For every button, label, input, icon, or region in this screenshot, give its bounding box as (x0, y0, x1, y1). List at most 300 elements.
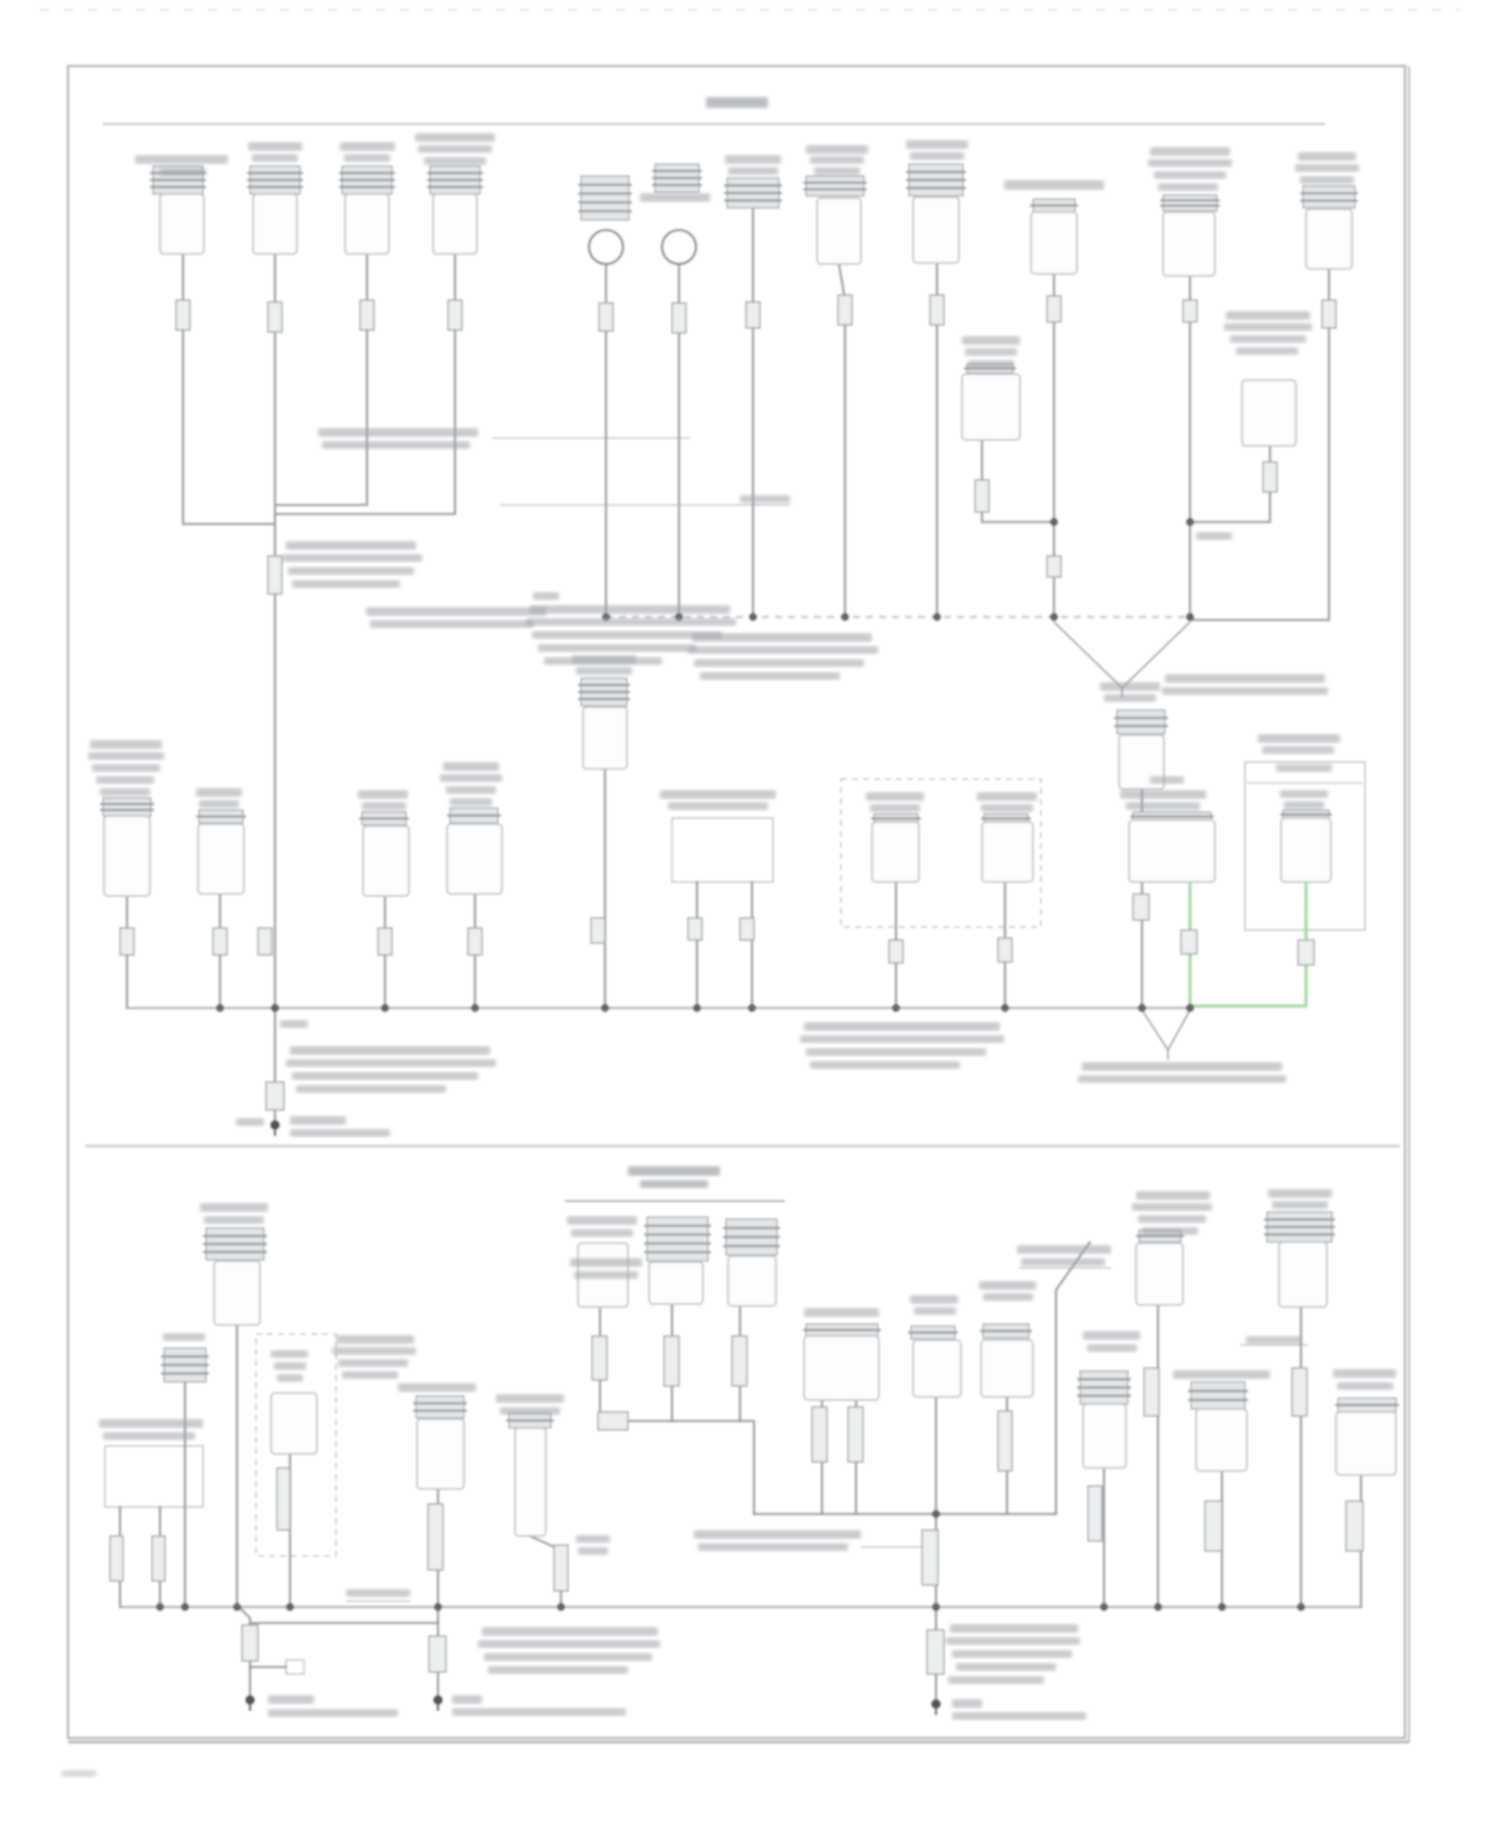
label-text-blurred (88, 752, 164, 760)
label-text-blurred (1158, 183, 1218, 191)
label-text-blurred (415, 133, 495, 142)
connector-stack-icon (447, 808, 501, 823)
label-text-blurred (358, 790, 408, 799)
label-text-blurred (1246, 1336, 1302, 1344)
inline-connector (672, 303, 686, 333)
junction-dot (1186, 613, 1194, 621)
label-text-blurred (810, 1061, 960, 1069)
inline-connector (1298, 940, 1314, 965)
label-text-blurred (1236, 347, 1298, 355)
label-text-blurred (576, 1535, 610, 1543)
ring-terminal-icon (589, 230, 623, 264)
label-text-blurred (694, 1530, 861, 1539)
inline-connector (360, 300, 374, 330)
label-text-blurred (500, 1407, 560, 1415)
label-text-blurred (962, 336, 1020, 345)
connector-stack-icon (1300, 186, 1358, 208)
label-text-blurred (660, 790, 776, 799)
label-text-blurred (956, 1663, 1056, 1671)
inline-connector (1088, 1486, 1102, 1541)
label-text-blurred (288, 567, 414, 575)
connector-stack-icon (339, 166, 395, 194)
label-text-blurred (968, 360, 1014, 368)
label-text-blurred (1004, 180, 1104, 190)
junction-dot (1218, 1603, 1226, 1611)
connector-body (728, 1256, 776, 1306)
label-text-blurred (979, 1281, 1036, 1290)
label-text-blurred (983, 1293, 1033, 1301)
connector-body (271, 1393, 317, 1454)
label-text-blurred (870, 804, 920, 812)
label-text-blurred (814, 167, 860, 175)
label-text-blurred (292, 1072, 478, 1080)
connector-body (1281, 818, 1331, 882)
connector-body (198, 824, 244, 894)
connector-stack-icon (247, 166, 303, 194)
label-text-blurred (103, 1432, 195, 1440)
inline-connector (848, 1407, 863, 1462)
junction-dot (932, 1603, 940, 1611)
label-text-blurred (1226, 311, 1310, 320)
label-text-blurred (806, 1048, 986, 1056)
label-text-blurred (478, 1640, 660, 1648)
junction-dot (1186, 518, 1194, 526)
label-text-blurred (292, 580, 400, 588)
label-text-blurred (810, 156, 864, 164)
label-text-blurred (200, 1203, 268, 1212)
connector-stack-icon (1160, 195, 1220, 211)
connector-body (1306, 209, 1352, 269)
inline-connector (599, 303, 613, 331)
label-text-blurred (268, 1709, 398, 1717)
label-text-blurred (1262, 746, 1334, 754)
connector-stack-icon (100, 798, 154, 816)
inline-connector (732, 1336, 747, 1386)
connector-body (104, 816, 150, 896)
label-text-blurred (952, 1699, 982, 1708)
label-text-blurred (1078, 1075, 1286, 1083)
connector-body (345, 194, 389, 254)
connector-body (913, 1340, 961, 1397)
label-text-blurred (199, 800, 239, 808)
page-title-blurred (706, 97, 768, 108)
inline-connector (746, 302, 760, 328)
junction-dot (286, 1603, 294, 1611)
inline-connector (448, 300, 462, 330)
junction-dot (471, 1004, 479, 1012)
label-text-blurred (1150, 147, 1230, 156)
section-header-blurred (640, 1180, 708, 1188)
label-text-blurred (952, 1650, 1072, 1658)
label-text-blurred (1272, 1201, 1328, 1209)
inline-connector (176, 300, 190, 330)
label-text-blurred (1196, 532, 1232, 540)
label-text-blurred (1337, 1382, 1393, 1390)
label-text-blurred (424, 157, 486, 165)
inline-connector (242, 1625, 258, 1661)
label-text-blurred (952, 1712, 1086, 1720)
junction-dot (1154, 1603, 1162, 1611)
junction-dot (932, 1510, 940, 1518)
label-text-blurred (160, 168, 206, 176)
label-text-blurred (1258, 734, 1340, 743)
inline-connector (1292, 1368, 1307, 1416)
label-text-blurred (950, 1624, 1078, 1633)
label-text-blurred (906, 140, 968, 149)
label-text-blurred (806, 145, 868, 154)
connector-stack-icon (724, 178, 782, 208)
label-text-blurred (574, 1271, 638, 1279)
label-text-blurred (567, 1216, 637, 1225)
label-text-blurred (1230, 335, 1306, 343)
label-text-blurred (332, 1347, 416, 1355)
junction-dot (841, 613, 849, 621)
label-text-blurred (362, 802, 406, 810)
ring-terminal-icon (662, 230, 696, 264)
label-text-blurred (576, 667, 632, 675)
connector-stack-icon (723, 1219, 780, 1255)
label-text-blurred (570, 1258, 642, 1267)
section-header-blurred (628, 1166, 720, 1176)
junction-dot (748, 1004, 756, 1012)
label-text-blurred (452, 1708, 626, 1716)
inline-connector (740, 918, 754, 940)
connector-body (981, 1340, 1033, 1397)
label-text-blurred (274, 1362, 306, 1370)
inline-connector (812, 1407, 827, 1462)
inline-connector (268, 302, 282, 332)
label-text-blurred (640, 193, 710, 202)
inline-connector (429, 1636, 446, 1672)
inline-connector (1047, 296, 1061, 322)
inline-connector (838, 295, 852, 325)
label-text-blurred (268, 1695, 314, 1704)
label-text-blurred (1162, 687, 1328, 695)
label-text-blurred (698, 1543, 848, 1551)
connector-body (433, 194, 477, 254)
label-text-blurred (914, 1307, 956, 1315)
label-text-blurred (446, 786, 496, 794)
inline-connector (930, 295, 944, 325)
inline-connector (554, 1545, 568, 1591)
label-text-blurred (946, 1637, 1080, 1645)
label-text-blurred (1224, 323, 1312, 331)
label-text-blurred (977, 792, 1037, 801)
connector-stack-icon (427, 166, 483, 194)
junction-dot (216, 1004, 224, 1012)
connector-body (1129, 820, 1215, 882)
junction-dot (156, 1603, 164, 1611)
connector-body (962, 374, 1020, 440)
label-text-blurred (100, 788, 150, 796)
label-text-blurred (344, 154, 390, 162)
label-text-blurred (526, 618, 736, 626)
label-text-blurred (800, 1035, 1004, 1043)
junction-dot (933, 613, 941, 621)
connector-body (160, 194, 204, 254)
label-text-blurred (688, 646, 878, 654)
inline-connector (428, 1504, 443, 1570)
label-text-blurred (286, 1059, 496, 1067)
inline-connector (998, 938, 1012, 962)
label-text-blurred (981, 804, 1033, 812)
label-text-blurred (1120, 790, 1206, 799)
label-text-blurred (1142, 1227, 1198, 1235)
inline-connector (598, 1412, 628, 1430)
inline-connector (1133, 894, 1149, 920)
connector-body (1196, 1409, 1247, 1471)
junction-dot (1001, 1004, 1009, 1012)
connector-stack-icon (578, 678, 630, 706)
label-text-blurred (728, 167, 778, 175)
junction-dot (233, 1603, 241, 1611)
label-text-blurred (1298, 152, 1356, 161)
inline-connector (277, 1468, 290, 1530)
label-text-blurred (1333, 1369, 1396, 1378)
inline-connector (1183, 300, 1197, 322)
label-text-blurred (346, 1589, 410, 1597)
label-text-blurred (322, 441, 470, 449)
inline-connector (213, 928, 227, 955)
label-text-blurred (910, 1295, 958, 1304)
connector-body (649, 1262, 703, 1304)
label-text-blurred (204, 1216, 264, 1224)
connector-body (804, 1336, 879, 1400)
inline-connector (1322, 300, 1336, 328)
connector-body (363, 826, 409, 896)
connector-body (447, 824, 502, 894)
label-text-blurred (340, 142, 395, 151)
junction-dot (1297, 1603, 1305, 1611)
label-text-blurred (418, 145, 492, 153)
label-text-blurred (277, 1374, 303, 1382)
inline-connector (1205, 1501, 1222, 1551)
connector-stack-icon (803, 1324, 881, 1336)
junction-dot (557, 1603, 565, 1611)
connector-body (214, 1261, 260, 1325)
label-text-blurred (1154, 171, 1226, 179)
inline-connector (688, 918, 702, 940)
label-text-blurred (290, 1129, 390, 1137)
junction-dot (1138, 1004, 1146, 1012)
connector-stack-icon (908, 1326, 958, 1339)
label-text-blurred (1083, 1331, 1140, 1340)
label-text-blurred (1104, 694, 1156, 702)
label-text-blurred (1082, 1062, 1282, 1071)
connector-body (515, 1428, 546, 1536)
label-text-blurred (1268, 1189, 1332, 1198)
label-text-blurred (804, 1308, 879, 1317)
label-text-blurred (572, 655, 636, 664)
label-text-blurred (1276, 764, 1332, 772)
label-text-blurred (366, 607, 546, 616)
connector-body (1083, 1404, 1126, 1468)
connector-stack-icon (1030, 199, 1078, 212)
label-text-blurred (1021, 1258, 1105, 1266)
label-text-blurred (252, 154, 298, 162)
label-text-blurred (804, 1022, 1000, 1031)
label-text-blurred (1132, 1203, 1212, 1211)
inline-connector (258, 928, 272, 955)
label-text-blurred (533, 592, 559, 600)
inline-connector (975, 480, 989, 512)
label-text-blurred (440, 774, 502, 782)
label-text-blurred (196, 788, 242, 797)
label-text-blurred (1280, 790, 1328, 798)
connector-stack-icon (906, 164, 966, 196)
connector-body (1336, 1412, 1396, 1475)
label-text-blurred (1017, 1245, 1111, 1254)
label-text-blurred (692, 633, 872, 642)
label-text-blurred (866, 792, 924, 801)
junction-dot (693, 1004, 701, 1012)
label-text-blurred (740, 495, 790, 503)
connector-stack-icon (506, 1413, 554, 1428)
inline-connector (468, 928, 482, 955)
connector-body (913, 197, 959, 263)
junction-dot (1186, 1004, 1194, 1012)
connector-stack-icon (980, 1324, 1032, 1338)
label-text-blurred (530, 605, 730, 614)
connector-stack-icon (196, 810, 246, 823)
label-text-blurred (370, 620, 534, 628)
connector-body (982, 822, 1033, 882)
label-text-blurred (248, 142, 302, 151)
connector-stack-icon (1264, 1212, 1335, 1242)
label-text-blurred (910, 152, 964, 160)
connector-stack-icon (1114, 710, 1168, 734)
connector-stack-icon (359, 812, 409, 825)
label-text-blurred (290, 1046, 490, 1055)
label-text-blurred (450, 798, 492, 806)
inline-connector (378, 928, 392, 955)
junction-dot (749, 613, 757, 621)
connector-stack-icon (644, 1217, 711, 1261)
label-text-blurred (484, 1653, 652, 1661)
label-text-blurred (1136, 1191, 1210, 1200)
label-text-blurred (1100, 682, 1160, 691)
connector-stack-icon (413, 1396, 467, 1418)
label-text-blurred (92, 764, 160, 772)
connector-stack-icon (578, 176, 632, 220)
label-text-blurred (296, 1085, 446, 1093)
corner-text-blurred (62, 1770, 96, 1777)
inline-connector (1181, 930, 1197, 954)
label-text-blurred (538, 644, 696, 652)
label-text-blurred (482, 1627, 658, 1636)
label-text-blurred (286, 541, 416, 550)
connector-stack-icon (803, 176, 867, 196)
label-text-blurred (96, 776, 154, 784)
label-text-blurred (571, 1229, 633, 1237)
inline-connector (889, 940, 903, 963)
label-text-blurred (668, 802, 768, 810)
junction-dot (601, 1004, 609, 1012)
connector-stack-icon (1077, 1371, 1131, 1404)
label-text-blurred (452, 1695, 482, 1704)
inline-connector (268, 556, 282, 594)
inline-connector (1346, 1501, 1363, 1551)
label-text-blurred (965, 348, 1017, 356)
inline-connector (110, 1536, 123, 1581)
label-text-blurred (948, 1676, 1044, 1684)
inline-connector (998, 1411, 1012, 1471)
label-text-blurred (1126, 802, 1200, 810)
label-text-blurred (1148, 159, 1232, 167)
connector-body (872, 822, 919, 882)
label-text-blurred (90, 740, 162, 749)
inline-connector (120, 928, 134, 955)
inline-connector (1144, 1368, 1159, 1416)
label-text-blurred (1284, 801, 1324, 809)
connector-body (253, 194, 297, 254)
connector-body (817, 198, 861, 264)
label-text-blurred (725, 155, 781, 164)
label-text-blurred (488, 1666, 628, 1674)
label-text-blurred (1173, 1370, 1270, 1379)
label-text-blurred (1087, 1344, 1137, 1352)
label-text-blurred (282, 554, 422, 562)
label-text-blurred (135, 155, 228, 164)
junction-dot (892, 1004, 900, 1012)
connector-stack-icon (652, 164, 702, 192)
junction-dot (181, 1603, 189, 1611)
junction-dot (1100, 1603, 1108, 1611)
connector-body (1031, 212, 1077, 274)
label-text-blurred (694, 659, 864, 667)
label-text-blurred (336, 1335, 414, 1344)
connector-stack-icon (203, 1228, 267, 1260)
label-text-blurred (271, 1350, 308, 1358)
connector-body (1279, 1242, 1327, 1307)
connector-stack-icon (1335, 1398, 1399, 1412)
label-text-blurred (578, 1547, 608, 1555)
inline-connector (1263, 462, 1277, 492)
connector-body (417, 1419, 464, 1489)
connector-stack-icon (161, 1348, 209, 1382)
inline-connector (152, 1536, 165, 1581)
label-text-blurred (318, 428, 478, 437)
inline-connector (592, 1336, 607, 1380)
label-text-blurred (700, 672, 840, 680)
label-text-blurred (280, 1020, 308, 1028)
inline-connector (266, 1082, 284, 1110)
label-text-blurred (236, 1118, 264, 1126)
inline-connector (927, 1630, 944, 1674)
junction-dot (434, 1603, 442, 1611)
label-text-blurred (496, 1394, 564, 1403)
inline-connector (922, 1530, 938, 1585)
connector-body (583, 707, 627, 769)
inline-connector (591, 918, 605, 943)
label-text-blurred (1138, 1215, 1206, 1223)
inline-connector (664, 1336, 679, 1386)
junction-dot (1050, 518, 1058, 526)
junction-dot (271, 1004, 279, 1012)
label-text-blurred (1165, 674, 1325, 683)
label-text-blurred (398, 1383, 476, 1392)
label-text-blurred (443, 762, 499, 771)
label-text-blurred (1300, 176, 1354, 184)
connector-body (1242, 380, 1296, 446)
inline-connector (1047, 556, 1061, 577)
label-text-blurred (1150, 776, 1184, 784)
connector-body (1136, 1243, 1183, 1305)
connector-body (1163, 212, 1215, 276)
label-text-blurred (99, 1419, 203, 1428)
label-text-blurred (290, 1116, 346, 1125)
junction-dot (381, 1004, 389, 1012)
